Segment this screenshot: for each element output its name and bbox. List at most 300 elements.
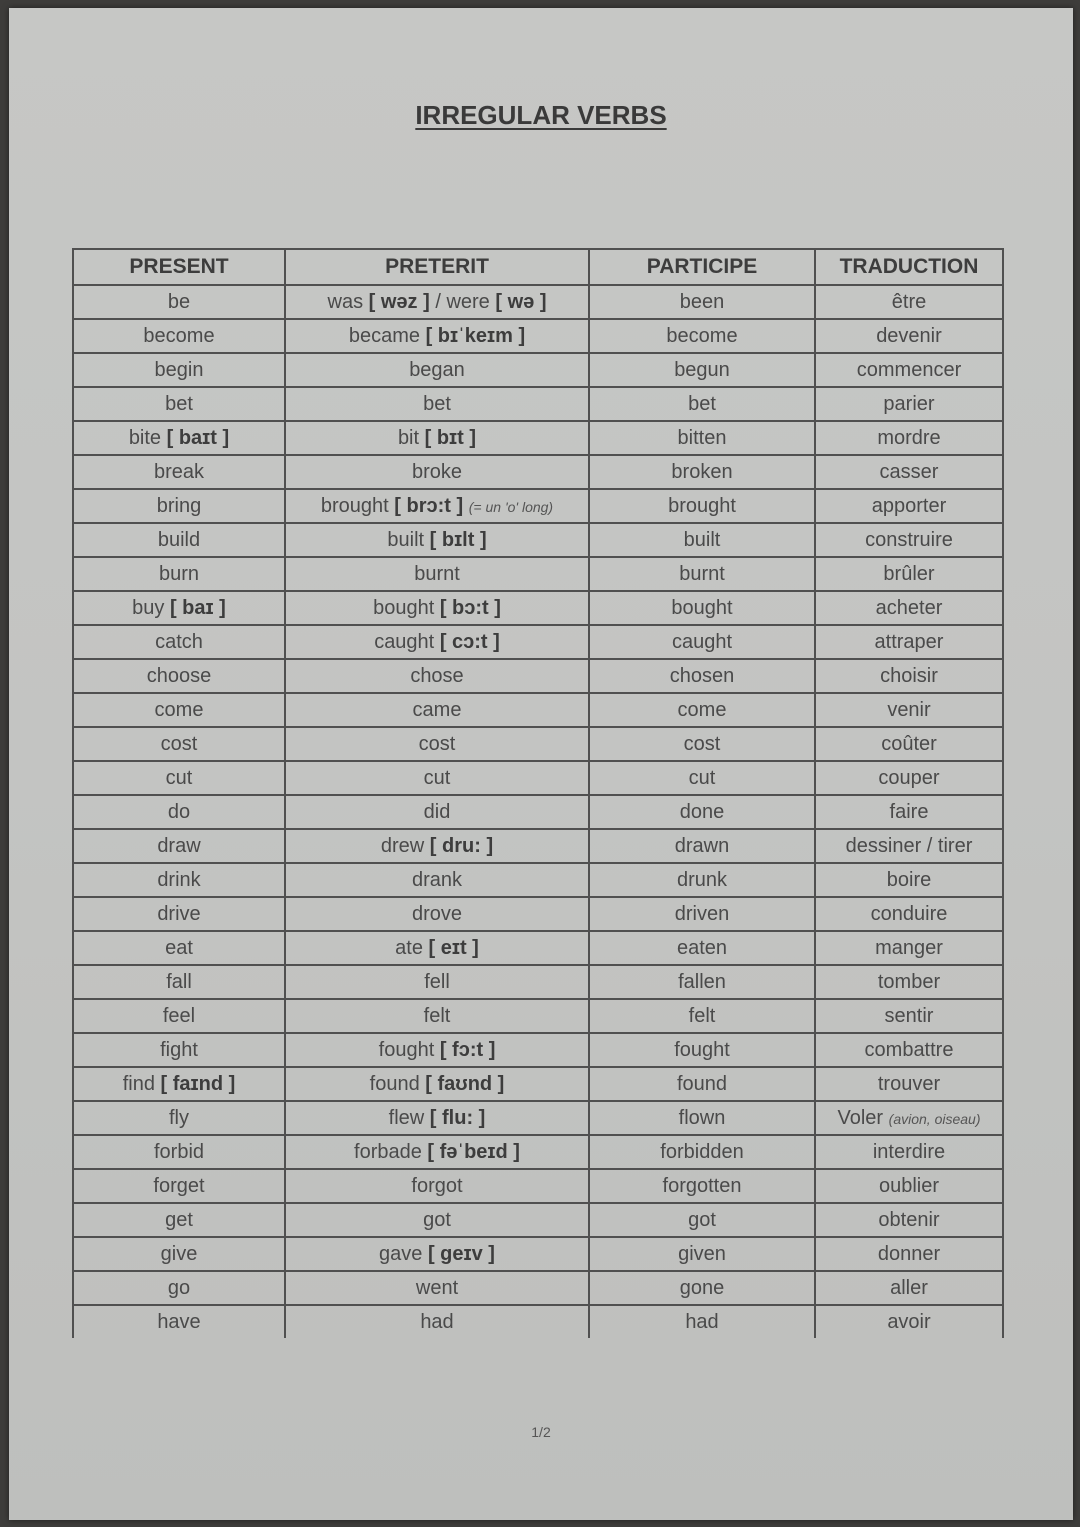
cell-preterit bbox=[285, 931, 589, 965]
header-participe: PARTICIPE bbox=[589, 249, 815, 285]
preterit-verb: drove bbox=[411, 902, 463, 925]
traduction-text: mordre bbox=[877, 426, 941, 449]
cell-traduction bbox=[815, 931, 1003, 965]
cell-traduction bbox=[815, 489, 1003, 523]
cell-participe bbox=[589, 659, 815, 693]
cell-participe bbox=[589, 693, 815, 727]
preterit-verb: built bbox=[387, 528, 425, 551]
table-row bbox=[73, 1237, 1003, 1271]
present-verb: have bbox=[157, 1310, 201, 1333]
preterit-verb: cut bbox=[423, 766, 451, 789]
cell-preterit bbox=[285, 1067, 589, 1101]
cell-present bbox=[73, 285, 285, 319]
cell-traduction bbox=[815, 523, 1003, 557]
cell-preterit bbox=[285, 727, 589, 761]
participe-verb: felt bbox=[688, 1004, 716, 1027]
traduction-text: être bbox=[891, 290, 927, 313]
traduction-text: coûter bbox=[881, 732, 937, 755]
preterit-phonetic: [ bɪt ] bbox=[424, 426, 477, 449]
participe-verb: cost bbox=[683, 732, 721, 755]
participe-verb: gone bbox=[679, 1276, 725, 1299]
cell-present bbox=[73, 387, 285, 421]
present-verb: cut bbox=[165, 766, 193, 789]
cell-participe bbox=[589, 1305, 815, 1338]
cell-present bbox=[73, 1237, 285, 1271]
cell-preterit bbox=[285, 965, 589, 999]
table-row bbox=[73, 795, 1003, 829]
table-row bbox=[73, 1101, 1003, 1135]
table-row bbox=[73, 557, 1003, 591]
table-row bbox=[73, 931, 1003, 965]
cell-preterit bbox=[285, 557, 589, 591]
cell-present bbox=[73, 523, 285, 557]
table-row bbox=[73, 1033, 1003, 1067]
preterit-verb: drank bbox=[411, 868, 463, 891]
present-verb: eat bbox=[165, 936, 193, 959]
traduction-text: parier bbox=[883, 392, 935, 415]
table-row bbox=[73, 659, 1003, 693]
table-row bbox=[73, 965, 1003, 999]
table-row bbox=[73, 1135, 1003, 1169]
present-verb: forbid bbox=[153, 1140, 205, 1163]
cell-participe bbox=[589, 387, 815, 421]
traduction-text: donner bbox=[877, 1242, 941, 1265]
present-verb: burn bbox=[158, 562, 200, 585]
traduction-text: faire bbox=[889, 800, 929, 823]
preterit-verb: ate bbox=[395, 936, 423, 959]
cell-traduction bbox=[815, 863, 1003, 897]
header-preterit: PRETERIT bbox=[285, 249, 589, 285]
cell-preterit bbox=[285, 1135, 589, 1169]
cell-traduction bbox=[815, 1169, 1003, 1203]
traduction-text: venir bbox=[887, 698, 931, 721]
cell-participe bbox=[589, 1271, 815, 1305]
cell-participe bbox=[589, 1033, 815, 1067]
participe-verb: bet bbox=[688, 392, 716, 415]
present-verb: come bbox=[154, 698, 204, 721]
cell-preterit bbox=[285, 693, 589, 727]
preterit-verb: forbade bbox=[354, 1140, 422, 1163]
participe-verb: done bbox=[679, 800, 725, 823]
preterit-verb: went bbox=[415, 1276, 459, 1299]
preterit-verb: bit bbox=[397, 426, 420, 449]
preterit-verb: cost bbox=[418, 732, 456, 755]
page-number: 1/2 bbox=[531, 1424, 551, 1440]
cell-participe bbox=[589, 1067, 815, 1101]
cell-traduction bbox=[815, 795, 1003, 829]
preterit-verb: fought bbox=[378, 1038, 435, 1061]
cell-participe bbox=[589, 863, 815, 897]
participe-verb: caught bbox=[671, 630, 733, 653]
preterit-verb: broke bbox=[411, 460, 463, 483]
cell-present bbox=[73, 1067, 285, 1101]
table-row bbox=[73, 999, 1003, 1033]
preterit-phonetic: [ wəz ] bbox=[368, 290, 430, 313]
participe-verb: fallen bbox=[678, 970, 726, 993]
participe-verb: eaten bbox=[676, 936, 728, 959]
preterit-verb: came bbox=[412, 698, 462, 721]
participe-verb: begun bbox=[674, 358, 730, 381]
cell-preterit bbox=[285, 421, 589, 455]
preterit-verb: gave bbox=[379, 1242, 423, 1265]
cell-present bbox=[73, 319, 285, 353]
traduction-text: attraper bbox=[874, 630, 944, 653]
participe-verb: drunk bbox=[676, 868, 728, 891]
cell-traduction bbox=[815, 999, 1003, 1033]
traduction-text: sentir bbox=[884, 1004, 934, 1027]
table-row bbox=[73, 319, 1003, 353]
traduction-text: manger bbox=[875, 936, 943, 959]
cell-traduction bbox=[815, 897, 1003, 931]
present-verb: fall bbox=[166, 970, 192, 993]
cell-participe bbox=[589, 761, 815, 795]
traduction-text: choisir bbox=[880, 664, 938, 687]
cell-preterit bbox=[285, 1033, 589, 1067]
preterit-verb: became bbox=[348, 324, 421, 347]
cell-traduction bbox=[815, 285, 1003, 319]
cell-participe bbox=[589, 897, 815, 931]
participe-verb: brought bbox=[668, 494, 736, 517]
traduction-text: Voler bbox=[837, 1106, 884, 1129]
cell-preterit bbox=[285, 455, 589, 489]
participe-verb: given bbox=[678, 1242, 726, 1265]
cell-present bbox=[73, 353, 285, 387]
cell-present bbox=[73, 795, 285, 829]
preterit-phonetic: [ bɪˈkeɪm ] bbox=[425, 324, 526, 347]
present-verb: fly bbox=[169, 1106, 189, 1129]
cell-present bbox=[73, 965, 285, 999]
preterit-phonetic: [ flu: ] bbox=[429, 1106, 486, 1129]
cell-present bbox=[73, 727, 285, 761]
cell-participe bbox=[589, 1169, 815, 1203]
table-header-row bbox=[73, 249, 1003, 285]
irregular-verbs-table bbox=[72, 248, 1004, 1338]
cell-preterit bbox=[285, 1271, 589, 1305]
traduction-text: conduire bbox=[870, 902, 948, 925]
preterit-verb: bought bbox=[373, 596, 435, 619]
present-phonetic: [ baɪt ] bbox=[166, 426, 230, 449]
preterit-phonetic: [ brɔ:t ] bbox=[394, 494, 464, 517]
cell-preterit bbox=[285, 1169, 589, 1203]
table-row bbox=[73, 1271, 1003, 1305]
cell-preterit bbox=[285, 625, 589, 659]
table-row bbox=[73, 523, 1003, 557]
present-verb: fight bbox=[160, 1038, 198, 1061]
cell-preterit bbox=[285, 591, 589, 625]
traduction-text: combattre bbox=[864, 1038, 954, 1061]
table-row bbox=[73, 1305, 1003, 1338]
cell-participe bbox=[589, 319, 815, 353]
cell-preterit bbox=[285, 863, 589, 897]
traduction-note: (avion, oiseau) bbox=[888, 1110, 981, 1127]
traduction-text: trouver bbox=[877, 1072, 941, 1095]
cell-participe bbox=[589, 1203, 815, 1237]
cell-preterit bbox=[285, 1101, 589, 1135]
participe-verb: bought bbox=[671, 596, 733, 619]
participe-verb: become bbox=[666, 324, 738, 347]
table-row bbox=[73, 1067, 1003, 1101]
table-row bbox=[73, 353, 1003, 387]
table-row bbox=[73, 421, 1003, 455]
cell-present bbox=[73, 1169, 285, 1203]
cell-traduction bbox=[815, 659, 1003, 693]
cell-traduction bbox=[815, 557, 1003, 591]
cell-traduction bbox=[815, 727, 1003, 761]
cell-participe bbox=[589, 1237, 815, 1271]
cell-present bbox=[73, 557, 285, 591]
cell-preterit bbox=[285, 353, 589, 387]
preterit-phonetic: [ eɪt ] bbox=[428, 936, 479, 959]
preterit-verb: brought bbox=[320, 494, 389, 517]
participe-verb: come bbox=[677, 698, 727, 721]
present-verb: give bbox=[160, 1242, 198, 1265]
cell-participe bbox=[589, 285, 815, 319]
cell-participe bbox=[589, 727, 815, 761]
cell-preterit bbox=[285, 795, 589, 829]
traduction-text: couper bbox=[878, 766, 940, 789]
traduction-text: brûler bbox=[883, 562, 935, 585]
cell-participe bbox=[589, 591, 815, 625]
preterit-verb: flew bbox=[388, 1106, 425, 1129]
cell-participe bbox=[589, 1135, 815, 1169]
participe-verb: chosen bbox=[669, 664, 735, 687]
cell-present bbox=[73, 1033, 285, 1067]
table-row bbox=[73, 387, 1003, 421]
present-verb: build bbox=[157, 528, 201, 551]
present-verb: forget bbox=[153, 1174, 205, 1197]
traduction-text: tomber bbox=[877, 970, 941, 993]
traduction-text: boire bbox=[886, 868, 932, 891]
table-row bbox=[73, 1203, 1003, 1237]
present-verb: drive bbox=[157, 902, 201, 925]
participe-verb: found bbox=[676, 1072, 728, 1095]
cell-preterit bbox=[285, 285, 589, 319]
cell-participe bbox=[589, 999, 815, 1033]
cell-preterit bbox=[285, 523, 589, 557]
cell-traduction bbox=[815, 1135, 1003, 1169]
present-verb: become bbox=[143, 324, 215, 347]
cell-present bbox=[73, 455, 285, 489]
cell-preterit bbox=[285, 761, 589, 795]
table-row bbox=[73, 455, 1003, 489]
cell-participe bbox=[589, 421, 815, 455]
cell-preterit bbox=[285, 659, 589, 693]
participe-verb: cut bbox=[688, 766, 716, 789]
cell-traduction bbox=[815, 625, 1003, 659]
table-row bbox=[73, 897, 1003, 931]
preterit-phonetic: [ bɪlt ] bbox=[429, 528, 487, 551]
present-verb: draw bbox=[157, 834, 201, 857]
cell-participe bbox=[589, 931, 815, 965]
present-verb: get bbox=[165, 1208, 193, 1231]
cell-traduction bbox=[815, 319, 1003, 353]
traduction-text: devenir bbox=[876, 324, 942, 347]
cell-traduction bbox=[815, 761, 1003, 795]
cell-participe bbox=[589, 523, 815, 557]
traduction-text: oublier bbox=[878, 1174, 940, 1197]
cell-traduction bbox=[815, 965, 1003, 999]
cell-participe bbox=[589, 829, 815, 863]
present-verb: buy bbox=[132, 596, 165, 619]
preterit-verb: forgot bbox=[411, 1174, 463, 1197]
cell-traduction bbox=[815, 421, 1003, 455]
preterit-note: (= un 'o' long) bbox=[468, 498, 554, 515]
cell-participe bbox=[589, 353, 815, 387]
cell-present bbox=[73, 829, 285, 863]
preterit-verb: caught bbox=[374, 630, 435, 653]
participe-verb: burnt bbox=[679, 562, 725, 585]
cell-participe bbox=[589, 795, 815, 829]
cell-traduction bbox=[815, 1033, 1003, 1067]
participe-verb: forgotten bbox=[662, 1174, 742, 1197]
header-traduction: TRADUCTION bbox=[815, 249, 1003, 285]
table-row bbox=[73, 727, 1003, 761]
cell-present bbox=[73, 1203, 285, 1237]
present-verb: be bbox=[167, 290, 191, 313]
preterit-verb: had bbox=[420, 1310, 454, 1333]
preterit-phonetic: [ bɔ:t ] bbox=[439, 596, 501, 619]
participe-verb: driven bbox=[674, 902, 730, 925]
cell-traduction bbox=[815, 1203, 1003, 1237]
document-page bbox=[9, 8, 1073, 1520]
cell-present bbox=[73, 999, 285, 1033]
present-verb: bite bbox=[128, 426, 162, 449]
cell-preterit bbox=[285, 489, 589, 523]
table-row bbox=[73, 863, 1003, 897]
cell-participe bbox=[589, 489, 815, 523]
participe-verb: got bbox=[688, 1208, 716, 1231]
present-verb: go bbox=[167, 1276, 191, 1299]
preterit-verb: bet bbox=[423, 392, 451, 415]
preterit-alt-phonetic: [ wə ] bbox=[495, 290, 547, 313]
cell-present bbox=[73, 693, 285, 727]
preterit-phonetic: [ cɔ:t ] bbox=[439, 630, 500, 653]
cell-present bbox=[73, 761, 285, 795]
traduction-text: dessiner / tirer bbox=[845, 834, 973, 857]
cell-traduction bbox=[815, 1101, 1003, 1135]
traduction-text: interdire bbox=[872, 1140, 946, 1163]
present-phonetic: [ faɪnd ] bbox=[160, 1072, 236, 1095]
participe-verb: broken bbox=[671, 460, 733, 483]
cell-preterit bbox=[285, 387, 589, 421]
preterit-verb: felt bbox=[423, 1004, 451, 1027]
table-row bbox=[73, 1169, 1003, 1203]
preterit-verb: fell bbox=[424, 970, 450, 993]
cell-present bbox=[73, 421, 285, 455]
present-verb: bet bbox=[165, 392, 193, 415]
cell-preterit bbox=[285, 897, 589, 931]
cell-present bbox=[73, 1271, 285, 1305]
traduction-text: aller bbox=[890, 1276, 928, 1299]
table-row bbox=[73, 489, 1003, 523]
preterit-verb: was bbox=[327, 290, 364, 313]
participe-verb: fought bbox=[674, 1038, 730, 1061]
present-verb: drink bbox=[157, 868, 201, 891]
cell-preterit bbox=[285, 1305, 589, 1338]
participe-verb: had bbox=[685, 1310, 719, 1333]
table-row bbox=[73, 591, 1003, 625]
cell-participe bbox=[589, 455, 815, 489]
preterit-verb: got bbox=[423, 1208, 451, 1231]
participe-verb: built bbox=[683, 528, 721, 551]
cell-preterit bbox=[285, 1237, 589, 1271]
traduction-text: avoir bbox=[887, 1310, 931, 1333]
table-row bbox=[73, 693, 1003, 727]
preterit-phonetic: [ geɪv ] bbox=[427, 1242, 495, 1265]
table-row bbox=[73, 285, 1003, 319]
preterit-verb: did bbox=[423, 800, 451, 823]
preterit-verb: burnt bbox=[414, 562, 460, 585]
cell-participe bbox=[589, 557, 815, 591]
present-verb: catch bbox=[155, 630, 203, 653]
cell-preterit bbox=[285, 999, 589, 1033]
cell-participe bbox=[589, 1101, 815, 1135]
cell-traduction bbox=[815, 1305, 1003, 1338]
page-title: IRREGULAR VERBS bbox=[415, 100, 667, 130]
preterit-verb: found bbox=[369, 1072, 420, 1095]
cell-traduction bbox=[815, 591, 1003, 625]
preterit-phonetic: [ dru: ] bbox=[429, 834, 494, 857]
table-body bbox=[73, 285, 1003, 1338]
present-verb: cost bbox=[160, 732, 198, 755]
cell-present bbox=[73, 1135, 285, 1169]
cell-traduction bbox=[815, 1067, 1003, 1101]
traduction-text: casser bbox=[879, 460, 939, 483]
present-verb: do bbox=[167, 800, 191, 823]
preterit-phonetic: [ fəˈbeɪd ] bbox=[427, 1140, 520, 1163]
cell-traduction bbox=[815, 353, 1003, 387]
cell-traduction bbox=[815, 1271, 1003, 1305]
present-verb: feel bbox=[162, 1004, 196, 1027]
table-row bbox=[73, 625, 1003, 659]
cell-traduction bbox=[815, 387, 1003, 421]
preterit-verb: drew bbox=[380, 834, 425, 857]
cell-present bbox=[73, 931, 285, 965]
present-verb: choose bbox=[146, 664, 212, 687]
table-row bbox=[73, 829, 1003, 863]
cell-participe bbox=[589, 625, 815, 659]
cell-present bbox=[73, 897, 285, 931]
cell-present bbox=[73, 1305, 285, 1338]
present-phonetic: [ baɪ ] bbox=[169, 596, 226, 619]
traduction-text: apporter bbox=[871, 494, 947, 517]
participe-verb: forbidden bbox=[660, 1140, 744, 1163]
participe-verb: drawn bbox=[674, 834, 730, 857]
preterit-verb: began bbox=[409, 358, 465, 381]
present-verb: bring bbox=[156, 494, 202, 517]
cell-present bbox=[73, 625, 285, 659]
traduction-text: obtenir bbox=[878, 1208, 940, 1231]
preterit-phonetic: [ fɔ:t ] bbox=[439, 1038, 496, 1061]
table-row bbox=[73, 761, 1003, 795]
header-present: PRESENT bbox=[73, 249, 285, 285]
participe-verb: bitten bbox=[677, 426, 727, 449]
cell-present bbox=[73, 591, 285, 625]
cell-traduction bbox=[815, 455, 1003, 489]
present-verb: find bbox=[122, 1072, 155, 1095]
participe-verb: been bbox=[679, 290, 725, 313]
participe-verb: flown bbox=[678, 1106, 726, 1129]
cell-traduction bbox=[815, 693, 1003, 727]
cell-participe bbox=[589, 965, 815, 999]
present-verb: begin bbox=[154, 358, 204, 381]
preterit-alt-verb: / were bbox=[435, 290, 490, 313]
cell-present bbox=[73, 1101, 285, 1135]
cell-traduction bbox=[815, 829, 1003, 863]
present-verb: break bbox=[153, 460, 205, 483]
cell-present bbox=[73, 489, 285, 523]
cell-present bbox=[73, 863, 285, 897]
